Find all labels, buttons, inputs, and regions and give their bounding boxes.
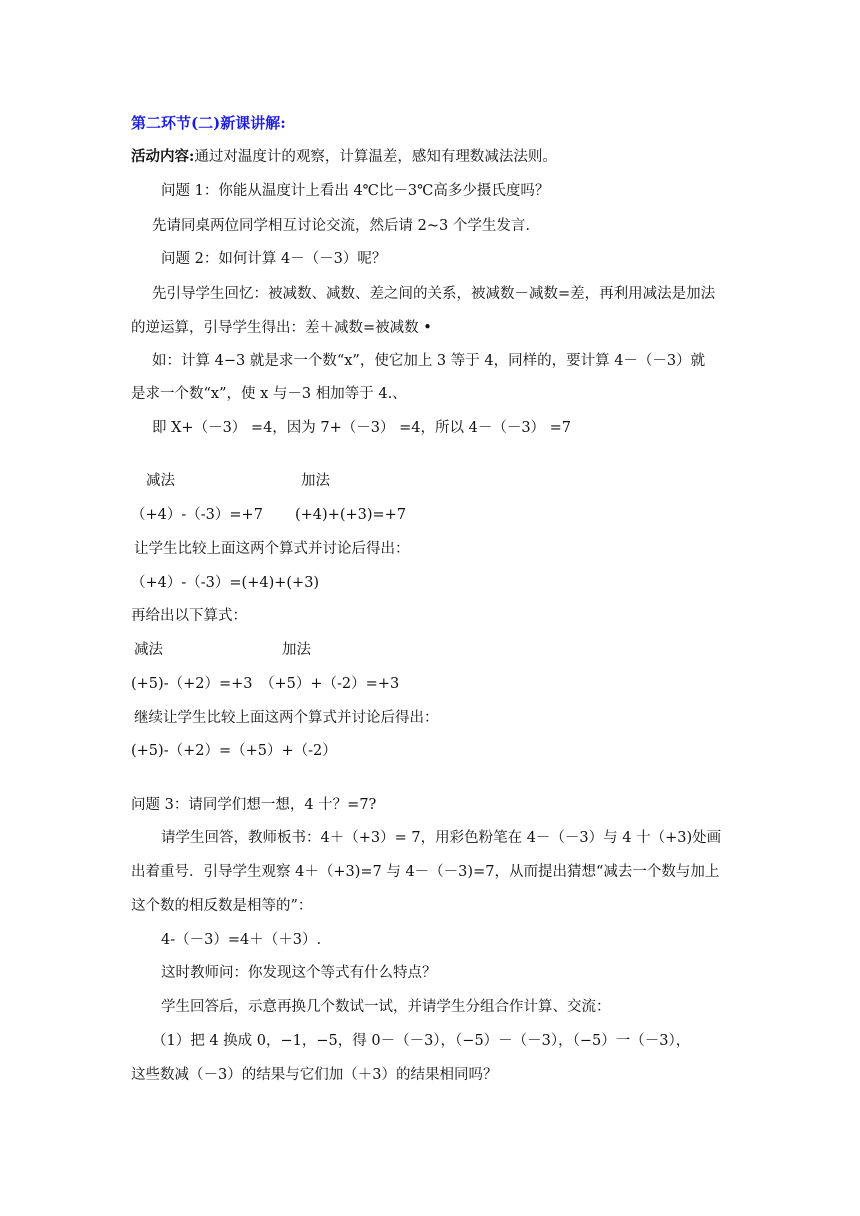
result-equation-1: （+4）-（-3）=(+4)+(+3) xyxy=(131,575,320,591)
equation-addition-2: （+5）+（-2）=+3 xyxy=(260,676,400,692)
section-heading: 第二环节(二)新课讲解: xyxy=(131,114,286,132)
equation-addition-1: (+4)+(+3)=+7 xyxy=(295,507,407,523)
discussion-instruction: 先请同桌两位同学相互讨论交流，然后请 2~3 个学生发言. xyxy=(152,218,530,234)
column-label-subtraction-2: 减法 xyxy=(134,642,163,658)
example-line-2: 是求一个数“x”，使 x 与－3 相加等于 4.、 xyxy=(131,386,407,402)
activity-paragraph xyxy=(131,147,557,167)
equation-subtraction-2: (+5)-（+2）=+3 xyxy=(131,676,253,692)
answer-line-1: 请学生回答，教师板书：4＋（+3）= 7，用彩色粉笔在 4－（－3）与 4 十（+3)处画 xyxy=(161,830,722,846)
activity-text: 通过对温度计的观察，计算温差，感知有理数减法法则。 xyxy=(194,149,557,165)
teacher-question: 这时教师问：你发现这个等式有什么特点？ xyxy=(161,965,437,981)
task-1-line-1: （1）把 4 换成 0，−1，−5，得 0－（－3），（−5）－（－3），（−5）一（－3）， xyxy=(152,1033,691,1049)
recall-line-2: 的逆运算，引导学生得出：差＋减数=被减数 • xyxy=(131,320,432,336)
question-3: 问题 3：请同学们想一想，4 十？=7? xyxy=(131,797,377,813)
formula: 4-（－3）=4＋（＋3）. xyxy=(161,932,322,948)
answer-line-3: 这个数的相反数是相等的”： xyxy=(131,898,313,914)
recall-line-1: 先引导学生回忆：被减数、减数、差之间的关系，被减数－减数=差，再利用减法是加法 xyxy=(152,286,716,302)
question-1: 问题 1：你能从温度计上看出 4℃比－3℃高多少摄氏度吗？ xyxy=(161,183,550,199)
question-2: 问题 2：如何计算 4－（－3）呢？ xyxy=(161,251,387,267)
compare-instruction-1: 让学生比较上面这两个算式并讨论后得出： xyxy=(134,541,410,557)
example-line-3: 即 X+（－3） =4，因为 7+（－3） =4，所以 4－（－3） =7 xyxy=(152,420,572,436)
answer-line-2: 出着重号．引导学生观察 4＋（+3)=7 与 4－（－3)=7，从而提出猜想“减去一个数与加上 xyxy=(131,864,720,880)
more-equations-intro: 再给出以下算式： xyxy=(131,608,247,624)
column-label-addition-2: 加法 xyxy=(282,642,311,658)
column-label-addition-1: 加法 xyxy=(301,473,330,489)
compare-instruction-2: 继续让学生比较上面这两个算式并讨论后得出： xyxy=(134,710,439,726)
activity-label: 活动内容: xyxy=(131,148,195,165)
student-instruction: 学生回答后，示意再换几个数试一试，并请学生分组合作计算、交流： xyxy=(161,999,611,1015)
equation-subtraction-1: （+4）-（-3）=+7 xyxy=(131,507,263,523)
result-equation-2: (+5)-（+2）=（+5）+（-2） xyxy=(131,743,337,759)
example-line-1: 如：计算 4−3 就是求一个数“x”，使它加上 3 等于 4，同样的，要计算 4－（－3）就 xyxy=(152,353,706,369)
task-1-line-2: 这些数减（－3）的结果与它们加（＋3）的结果相同吗？ xyxy=(131,1067,498,1083)
column-label-subtraction-1: 减法 xyxy=(146,473,175,489)
